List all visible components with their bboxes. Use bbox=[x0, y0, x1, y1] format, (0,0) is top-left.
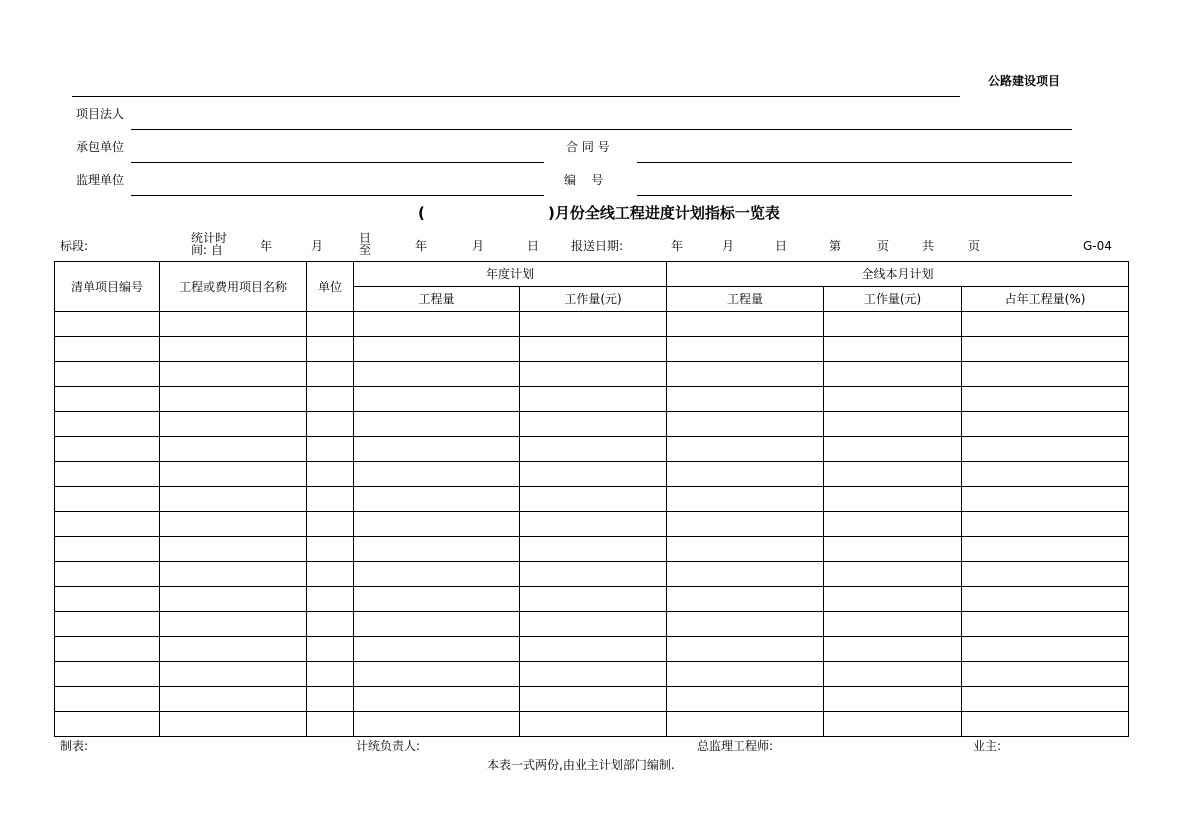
table-cell[interactable] bbox=[520, 437, 667, 462]
table-cell[interactable] bbox=[55, 537, 160, 562]
legal-person-field[interactable] bbox=[131, 129, 1072, 130]
table-cell[interactable] bbox=[354, 362, 520, 387]
contractor-label: 承包单位 bbox=[76, 140, 125, 154]
table-cell[interactable] bbox=[55, 487, 160, 512]
table-cell[interactable] bbox=[354, 412, 520, 437]
table-cell[interactable] bbox=[667, 662, 824, 687]
table-cell[interactable] bbox=[354, 462, 520, 487]
title-open-paren: ( bbox=[418, 204, 425, 222]
col-unit-header: 单位 bbox=[307, 262, 354, 312]
serial-no-label: 编 号 bbox=[564, 173, 604, 187]
report-title: )月份全线工程进度计划指标一览表 bbox=[548, 204, 780, 222]
table-cell[interactable] bbox=[824, 437, 962, 462]
table-row bbox=[55, 387, 1129, 412]
table-cell[interactable] bbox=[520, 487, 667, 512]
table-cell[interactable] bbox=[520, 612, 667, 637]
table-cell[interactable] bbox=[824, 712, 962, 737]
table-cell[interactable] bbox=[55, 362, 160, 387]
table-cell[interactable] bbox=[962, 612, 1129, 637]
table-cell[interactable] bbox=[160, 412, 307, 437]
table-cell[interactable] bbox=[307, 587, 354, 612]
col-item-name-header: 工程或费用项目名称 bbox=[160, 262, 307, 312]
table-cell[interactable] bbox=[160, 437, 307, 462]
table-cell[interactable] bbox=[824, 587, 962, 612]
table-cell[interactable] bbox=[962, 687, 1129, 712]
table-cell[interactable] bbox=[667, 462, 824, 487]
table-row bbox=[55, 312, 1129, 337]
table-cell[interactable] bbox=[307, 537, 354, 562]
table-cell[interactable] bbox=[354, 612, 520, 637]
table-cell[interactable] bbox=[520, 362, 667, 387]
table-cell[interactable] bbox=[824, 387, 962, 412]
monthly-quantity-header: 工程量 bbox=[667, 287, 824, 312]
table-cell[interactable] bbox=[160, 587, 307, 612]
table-cell[interactable] bbox=[962, 412, 1129, 437]
table-cell[interactable] bbox=[962, 537, 1129, 562]
table-cell[interactable] bbox=[307, 437, 354, 462]
table-cell[interactable] bbox=[520, 412, 667, 437]
project-type-label: 公路建设项目 bbox=[988, 74, 1061, 88]
table-cell[interactable] bbox=[354, 312, 520, 337]
table-cell[interactable] bbox=[824, 537, 962, 562]
table-cell[interactable] bbox=[354, 437, 520, 462]
section-label: 标段: bbox=[60, 239, 89, 253]
table-cell[interactable] bbox=[667, 587, 824, 612]
table-cell[interactable] bbox=[160, 462, 307, 487]
table-cell[interactable] bbox=[667, 712, 824, 737]
table-cell[interactable] bbox=[55, 337, 160, 362]
table-cell[interactable] bbox=[354, 337, 520, 362]
table-cell[interactable] bbox=[962, 437, 1129, 462]
table-row bbox=[55, 412, 1129, 437]
table-cell[interactable] bbox=[354, 562, 520, 587]
page-no-prefix: 第 bbox=[829, 239, 842, 253]
prepared-by-label: 制表: bbox=[60, 739, 89, 753]
total-prefix: 共 bbox=[922, 239, 935, 253]
header-rule bbox=[72, 96, 960, 97]
table-row bbox=[55, 537, 1129, 562]
table-cell[interactable] bbox=[962, 587, 1129, 612]
table-cell[interactable] bbox=[824, 312, 962, 337]
day-to: 日 bbox=[527, 239, 540, 253]
table-cell[interactable] bbox=[962, 512, 1129, 537]
table-cell[interactable] bbox=[160, 362, 307, 387]
table-cell[interactable] bbox=[354, 662, 520, 687]
stat-time-label-line1: 统计时 bbox=[191, 231, 228, 245]
table-row bbox=[55, 337, 1129, 362]
table-cell[interactable] bbox=[962, 487, 1129, 512]
table-cell[interactable] bbox=[55, 437, 160, 462]
table-cell[interactable] bbox=[55, 562, 160, 587]
table-cell[interactable] bbox=[160, 387, 307, 412]
table-cell[interactable] bbox=[520, 712, 667, 737]
table-cell[interactable] bbox=[520, 462, 667, 487]
table-row bbox=[55, 637, 1129, 662]
form-code: G-04 bbox=[1083, 239, 1112, 253]
table-cell[interactable] bbox=[520, 337, 667, 362]
table-cell[interactable] bbox=[667, 687, 824, 712]
table-cell[interactable] bbox=[354, 712, 520, 737]
table-cell[interactable] bbox=[667, 437, 824, 462]
table-cell[interactable] bbox=[962, 662, 1129, 687]
table-header-row-1 bbox=[55, 262, 1129, 287]
table-cell[interactable] bbox=[520, 562, 667, 587]
supervisor-field[interactable] bbox=[131, 195, 544, 196]
table-cell[interactable] bbox=[520, 662, 667, 687]
table-cell[interactable] bbox=[55, 662, 160, 687]
table-cell[interactable] bbox=[307, 712, 354, 737]
table-cell[interactable] bbox=[55, 637, 160, 662]
table-cell[interactable] bbox=[55, 612, 160, 637]
month-to: 月 bbox=[472, 239, 485, 253]
year-from: 年 bbox=[260, 239, 273, 253]
table-cell[interactable] bbox=[55, 587, 160, 612]
contractor-field[interactable] bbox=[131, 162, 544, 163]
table-cell[interactable] bbox=[307, 487, 354, 512]
owner-label: 业主: bbox=[973, 739, 1002, 753]
serial-no-field[interactable] bbox=[637, 195, 1072, 196]
table-row bbox=[55, 562, 1129, 587]
table-row bbox=[55, 662, 1129, 687]
table-cell[interactable] bbox=[160, 337, 307, 362]
table-cell[interactable] bbox=[824, 412, 962, 437]
col-item-code-header: 清单项目编号 bbox=[55, 262, 160, 312]
table-cell[interactable] bbox=[520, 687, 667, 712]
table-cell[interactable] bbox=[55, 412, 160, 437]
annual-amount-header: 工作量(元) bbox=[520, 287, 667, 312]
report-day: 日 bbox=[775, 239, 788, 253]
to-label: 至 bbox=[359, 243, 372, 257]
table-row bbox=[55, 362, 1129, 387]
table-cell[interactable] bbox=[667, 537, 824, 562]
table-cell[interactable] bbox=[667, 487, 824, 512]
table-cell[interactable] bbox=[354, 487, 520, 512]
table-cell[interactable] bbox=[962, 337, 1129, 362]
annual-quantity-header: 工程量 bbox=[354, 287, 520, 312]
contract-no-field[interactable] bbox=[637, 162, 1072, 163]
table-cell[interactable] bbox=[962, 312, 1129, 337]
chief-supervisor-label: 总监理工程师: bbox=[697, 739, 774, 753]
table-cell[interactable] bbox=[160, 637, 307, 662]
table-cell[interactable] bbox=[824, 562, 962, 587]
table-cell[interactable] bbox=[354, 637, 520, 662]
report-month: 月 bbox=[722, 239, 735, 253]
supervisor-label: 监理单位 bbox=[76, 173, 125, 187]
table-cell[interactable] bbox=[520, 637, 667, 662]
stat-time-label-line2: 间: 自 bbox=[191, 243, 223, 257]
contract-no-label: 合 同 号 bbox=[566, 140, 610, 154]
table-cell[interactable] bbox=[354, 512, 520, 537]
table-cell[interactable] bbox=[55, 712, 160, 737]
table-cell[interactable] bbox=[307, 612, 354, 637]
table-cell[interactable] bbox=[160, 612, 307, 637]
table-cell[interactable] bbox=[307, 637, 354, 662]
table-cell[interactable] bbox=[520, 587, 667, 612]
table-cell[interactable] bbox=[667, 412, 824, 437]
table-cell[interactable] bbox=[55, 312, 160, 337]
table-cell[interactable] bbox=[520, 312, 667, 337]
table-cell[interactable] bbox=[824, 337, 962, 362]
table-cell[interactable] bbox=[667, 362, 824, 387]
monthly-plan-header: 全线本月计划 bbox=[667, 262, 1129, 287]
table-cell[interactable] bbox=[160, 712, 307, 737]
table-row bbox=[55, 612, 1129, 637]
table-cell[interactable] bbox=[160, 562, 307, 587]
table-cell[interactable] bbox=[354, 587, 520, 612]
table-cell[interactable] bbox=[962, 712, 1129, 737]
table-cell[interactable] bbox=[307, 662, 354, 687]
table-cell[interactable] bbox=[520, 512, 667, 537]
report-year: 年 bbox=[671, 239, 684, 253]
table-cell[interactable] bbox=[824, 512, 962, 537]
month-from: 月 bbox=[311, 239, 324, 253]
table-row bbox=[55, 437, 1129, 462]
progress-plan-table bbox=[54, 261, 1129, 737]
footer-note: 本表一式两份,由业主计划部门编制. bbox=[487, 758, 675, 772]
table-cell[interactable] bbox=[667, 637, 824, 662]
table-cell[interactable] bbox=[160, 487, 307, 512]
table-cell[interactable] bbox=[667, 337, 824, 362]
table-row bbox=[55, 462, 1129, 487]
table-cell[interactable] bbox=[160, 662, 307, 687]
table-cell[interactable] bbox=[307, 687, 354, 712]
table-cell[interactable] bbox=[667, 387, 824, 412]
table-cell[interactable] bbox=[824, 362, 962, 387]
table-cell[interactable] bbox=[824, 462, 962, 487]
table-cell[interactable] bbox=[824, 612, 962, 637]
table-cell[interactable] bbox=[160, 312, 307, 337]
report-date-label: 报送日期: bbox=[571, 239, 624, 253]
table-cell[interactable] bbox=[824, 687, 962, 712]
table-cell[interactable] bbox=[824, 637, 962, 662]
table-cell[interactable] bbox=[307, 312, 354, 337]
table-cell[interactable] bbox=[307, 512, 354, 537]
table-row bbox=[55, 512, 1129, 537]
table-cell[interactable] bbox=[55, 512, 160, 537]
table-row bbox=[55, 687, 1129, 712]
table-cell[interactable] bbox=[55, 462, 160, 487]
stat-lead-label: 计统负责人: bbox=[356, 739, 421, 753]
table-cell[interactable] bbox=[307, 562, 354, 587]
table-cell[interactable] bbox=[667, 512, 824, 537]
table-row bbox=[55, 587, 1129, 612]
table-cell[interactable] bbox=[962, 362, 1129, 387]
table-cell[interactable] bbox=[307, 462, 354, 487]
table-cell[interactable] bbox=[667, 312, 824, 337]
year-to: 年 bbox=[415, 239, 428, 253]
table-cell[interactable] bbox=[354, 537, 520, 562]
table-cell[interactable] bbox=[962, 387, 1129, 412]
table-cell[interactable] bbox=[962, 637, 1129, 662]
table-cell[interactable] bbox=[307, 362, 354, 387]
table-cell[interactable] bbox=[520, 537, 667, 562]
table-cell[interactable] bbox=[307, 412, 354, 437]
table-cell[interactable] bbox=[307, 387, 354, 412]
table-cell[interactable] bbox=[354, 387, 520, 412]
table-cell[interactable] bbox=[824, 662, 962, 687]
day-from: 日 bbox=[359, 231, 372, 245]
page-unit: 页 bbox=[877, 239, 890, 253]
table-cell[interactable] bbox=[667, 612, 824, 637]
table-cell[interactable] bbox=[962, 462, 1129, 487]
table-cell[interactable] bbox=[307, 337, 354, 362]
table-row bbox=[55, 712, 1129, 737]
table-row bbox=[55, 487, 1129, 512]
monthly-ratio-header: 占年工程量(%) bbox=[962, 287, 1129, 312]
table-cell[interactable] bbox=[962, 562, 1129, 587]
table-cell[interactable] bbox=[824, 487, 962, 512]
table-cell[interactable] bbox=[667, 562, 824, 587]
total-unit: 页 bbox=[968, 239, 981, 253]
table-cell[interactable] bbox=[55, 687, 160, 712]
annual-plan-header: 年度计划 bbox=[354, 262, 667, 287]
monthly-amount-header: 工作量(元) bbox=[824, 287, 962, 312]
table-cell[interactable] bbox=[160, 512, 307, 537]
table-cell[interactable] bbox=[354, 687, 520, 712]
legal-person-label: 项目法人 bbox=[76, 107, 125, 121]
table-cell[interactable] bbox=[160, 687, 307, 712]
table-cell[interactable] bbox=[520, 387, 667, 412]
table-cell[interactable] bbox=[160, 537, 307, 562]
table-cell[interactable] bbox=[55, 387, 160, 412]
